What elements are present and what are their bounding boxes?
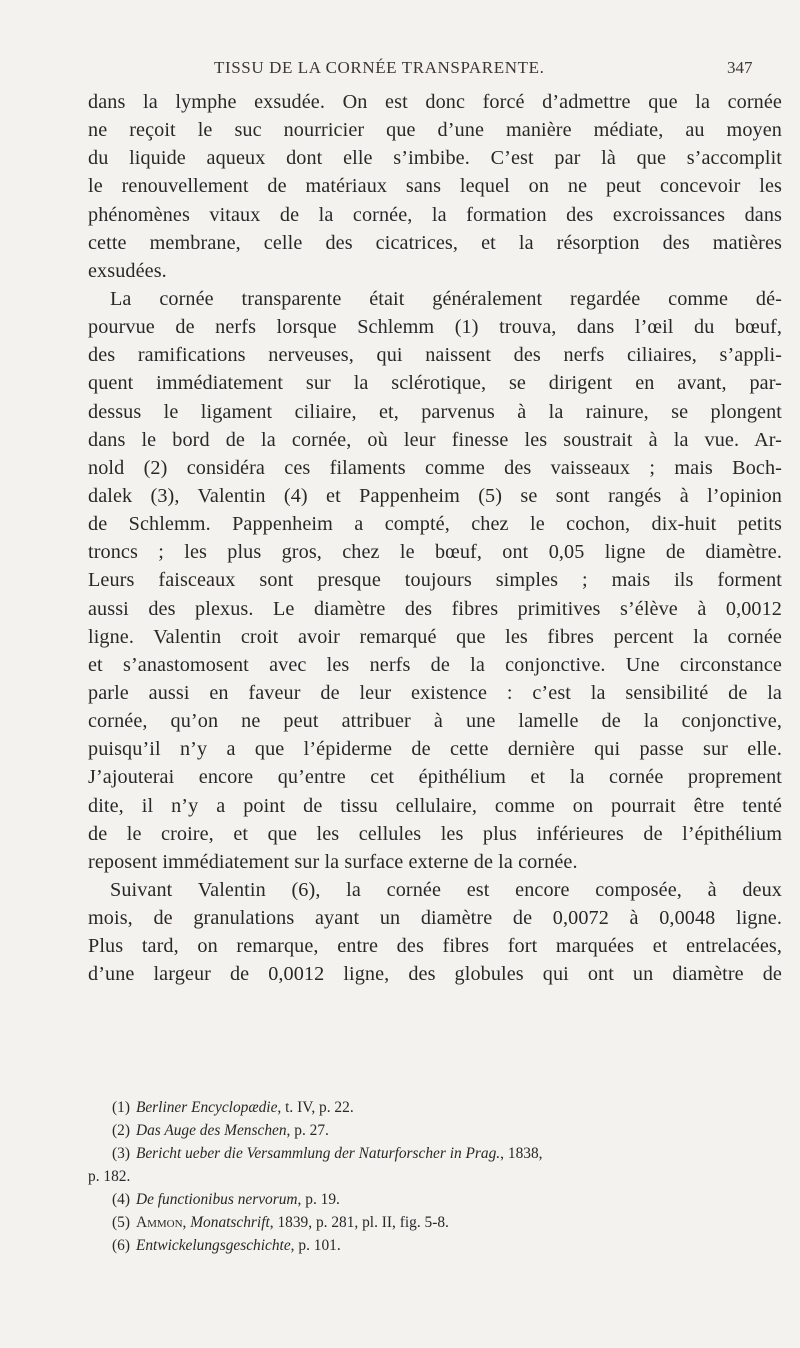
footnote-work: Berliner Encyclopædie bbox=[135, 1099, 278, 1116]
text-line: Plus tard, on remarque, entre des fibres fort marquées et entrelacées, bbox=[88, 935, 782, 958]
footnote-work: De functionibus nervorum bbox=[135, 1191, 298, 1208]
text-line: du liquide aqueux dont elle s’imbibe. C’est par là que s’accomplit bbox=[88, 147, 782, 170]
text-line: cette membrane, celle des cicatrices, et la résorption des matières bbox=[88, 231, 782, 254]
text-line: quent immédiatement sur la sclérotique, se dirigent en avant, par- bbox=[88, 372, 782, 395]
footnote-work: Entwickelungsgeschichte bbox=[135, 1237, 291, 1254]
footnote-details: , 1838, bbox=[500, 1145, 543, 1162]
body-text bbox=[88, 88, 782, 989]
text-line: exsudées. bbox=[88, 259, 167, 282]
footnote-details: , p. 19. bbox=[297, 1191, 340, 1208]
text-line: dalek (3), Valentin (4) et Pappenheim (5) se sont rangés à l’opinion bbox=[88, 484, 782, 507]
text-line: cornée, qu’on ne peut attribuer à une lamelle de la conjonctive, bbox=[88, 710, 782, 733]
footnote-details: , p. 27. bbox=[286, 1122, 329, 1139]
text-line: ligne. Valentin croit avoir remarqué que les fibres percent la cornée bbox=[88, 625, 782, 648]
text-line: aussi des plexus. Le diamètre des fibres primitives s’élève à 0,0012 bbox=[88, 597, 782, 620]
text-line: nold (2) considéra ces filaments comme des vaisseaux ; mais Boch- bbox=[88, 456, 782, 479]
text-line: le renouvellement de matériaux sans lequel on ne peut concevoir les bbox=[88, 175, 782, 198]
text-line: troncs ; les plus gros, chez le bœuf, ont 0,05 ligne de diamètre. bbox=[88, 541, 782, 564]
footnote-author: Ammon bbox=[135, 1214, 183, 1231]
footnote-number: (4) bbox=[112, 1191, 130, 1208]
text-line: parle aussi en faveur de leur existence : c’est la sensibilité de la bbox=[88, 681, 782, 704]
running-head bbox=[0, 58, 800, 84]
text-line: puisqu’il n’y a que l’épiderme de cette dernière qui passe sur elle. bbox=[88, 738, 782, 761]
text-line: pourvue de nerfs lorsque Schlemm (1) trouva, dans l’œil du bœuf, bbox=[88, 316, 782, 339]
footnote bbox=[112, 1234, 784, 1257]
footnote bbox=[112, 1096, 784, 1119]
text-line: dite, il n’y a point de tissu cellulaire, comme on pourrait être tenté bbox=[88, 794, 782, 817]
footnote-work: Das Auge des Menschen bbox=[135, 1122, 287, 1139]
footnote bbox=[112, 1142, 784, 1165]
footnote-number: (1) bbox=[112, 1099, 130, 1116]
text-line: des ramifications nerveuses, qui naissent des nerfs ciliaires, s’appli- bbox=[88, 344, 782, 367]
paragraph-start-line: Suivant Valentin (6), la cornée est encore composée, à deux bbox=[110, 878, 782, 901]
footnote-details: , 1839, p. 281, pl. II, fig. 5-8. bbox=[269, 1214, 449, 1231]
text-line: J’ajouterai encore qu’entre cet épithélium et la cornée proprement bbox=[88, 766, 782, 789]
text-line: et s’anastomosent avec les nerfs de la conjonctive. Une circonstance bbox=[88, 653, 782, 676]
text-line: dans la lymphe exsudée. On est donc forcé d’admettre que la cornée bbox=[88, 91, 782, 113]
footnote-number: (5) bbox=[112, 1214, 130, 1231]
paragraph-start-line: La cornée transparente était généralement regardée comme dé- bbox=[110, 287, 782, 310]
footnote-work: Bericht ueber die Versammlung der Naturforscher in Prag. bbox=[135, 1145, 501, 1162]
text-line: ne reçoit le suc nourricier que d’une manière médiate, au moyen bbox=[88, 119, 782, 142]
text-line: de Schlemm. Pappenheim a compté, chez le cochon, dix-huit petits bbox=[88, 513, 782, 536]
footnote: (5) Ammon, Monatschrift, 1839, p. 281, pl. II, fig. 5-8. bbox=[112, 1214, 449, 1231]
text-line: reposent immédiatement sur la surface externe de la cornée. bbox=[88, 850, 578, 873]
text-line: de le croire, et que les cellules les plus inférieures de l’épithélium bbox=[88, 822, 782, 845]
footnote-details: , p. 101. bbox=[290, 1237, 341, 1254]
footnote-number: (6) bbox=[112, 1237, 130, 1254]
footnote-work: Monatschrift bbox=[190, 1214, 270, 1231]
page-number: 347 bbox=[727, 58, 753, 77]
text-line: dans le bord de la cornée, où leur finesse les soustrait à la vue. Ar- bbox=[88, 428, 782, 451]
text-line: phénomènes vitaux de la cornée, la formation des excroissances dans bbox=[88, 203, 782, 226]
footnote bbox=[112, 1188, 784, 1211]
text-line: mois, de granulations ayant un diamètre de 0,0072 à 0,0048 ligne. bbox=[88, 907, 782, 930]
footnote-continuation: p. 182. bbox=[88, 1168, 131, 1185]
running-title: TISSU DE LA CORNÉE TRANSPARENTE. bbox=[214, 58, 545, 77]
text-line: Leurs faisceaux sont presque toujours simples ; mais ils forment bbox=[88, 569, 782, 592]
footnote-number: (2) bbox=[112, 1122, 130, 1139]
footnotes bbox=[88, 1096, 784, 1257]
text-line: d’une largeur de 0,0012 ligne, des globules qui ont un diamètre de bbox=[88, 963, 782, 986]
footnote-details: , t. IV, p. 22. bbox=[277, 1099, 354, 1116]
footnote bbox=[112, 1119, 784, 1142]
text-line: dessus le ligament ciliaire, et, parvenus à la rainure, se plongent bbox=[88, 400, 782, 423]
footnote-number: (3) bbox=[112, 1145, 130, 1162]
